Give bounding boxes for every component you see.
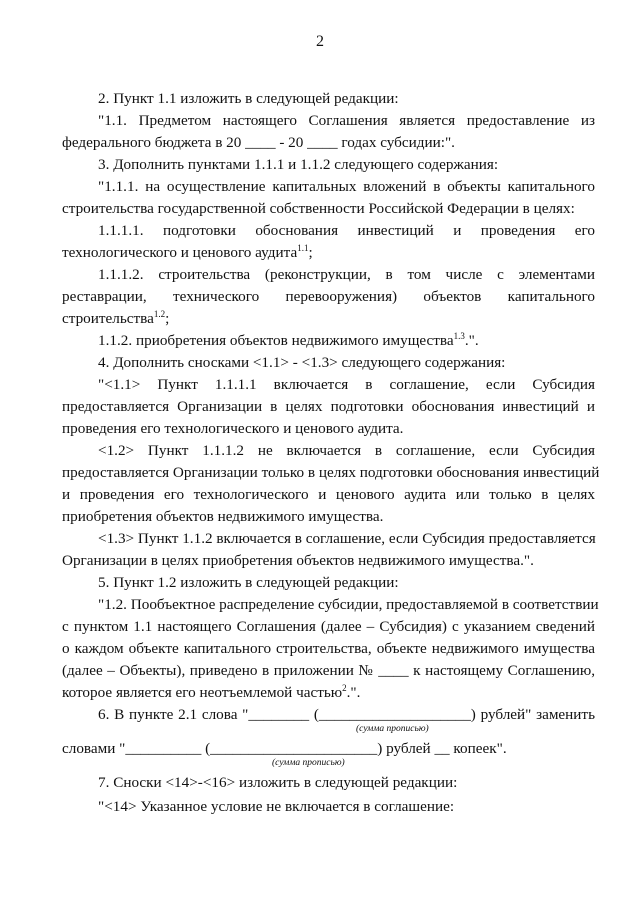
paragraph-line: строительства$^{1.2}$;	[62, 309, 170, 327]
paragraph-line: 1.1.1.2. строительства (реконструкции, в том числе с элементами	[98, 266, 595, 283]
paragraph-line: "1.1. Предметом настоящего Соглашения является предоставление из	[98, 112, 595, 129]
paragraph-line: 1.1.1.1. подготовки обоснования инвестиций и проведения его	[98, 222, 595, 239]
paragraph-line: "<14> Указанное условие не включается в соглашение:	[98, 798, 455, 815]
paragraph-line: словами "__________ (______________________) рублей __ копеек".	[62, 740, 507, 757]
paragraph-line: технологического и ценового аудита$^{1.1}$;	[62, 243, 313, 261]
paragraph-line: 3. Дополнить пунктами 1.1.1 и 1.1.2 следующего содержания:	[98, 156, 499, 173]
paragraph-line: <1.2> Пункт 1.1.1.2 не включается в соглашение, если Субсидия	[98, 442, 595, 459]
amount-in-words-note: (сумма прописью)	[356, 724, 429, 734]
paragraph-line: о каждом объекте капитального строительства, объекте недвижимого имущества	[62, 640, 595, 657]
paragraph-line: строительства государственной собственности Российской Федерации в целях:	[62, 200, 575, 217]
paragraph-line: <1.3> Пункт 1.1.2 включается в соглашение, если Субсидия предоставляется	[98, 530, 596, 547]
paragraph-line: приобретения объектов недвижимого имущества.	[62, 508, 384, 525]
paragraph-line: предоставляется Организации в целях подготовки обоснования инвестиций и	[62, 398, 595, 415]
paragraph-line: проведения его технологического и ценового аудита.	[62, 420, 404, 437]
paragraph-line: Организации в целях приобретения объектов недвижимого имущества.".	[62, 552, 534, 569]
paragraph-line: которое является его неотъемлемой частью$^2$.".	[62, 683, 361, 701]
paragraph-line: и проведения его технологического и ценового аудита или только в целях	[62, 486, 595, 503]
page-number: 2	[316, 33, 324, 50]
paragraph-line: 2. Пункт 1.1 изложить в следующей редакции:	[98, 90, 399, 107]
paragraph-line: реставрации, технического перевооружения) объектов капитального	[62, 288, 595, 305]
paragraph-line: "<1.1> Пункт 1.1.1.1 включается в соглашение, если Субсидия	[98, 376, 595, 393]
paragraph-line: 7. Сноски <14>-<16> изложить в следующей редакции:	[98, 774, 458, 791]
paragraph-line: 1.1.2. приобретения объектов недвижимого имущества$^{1.3}$.".	[98, 331, 479, 349]
amount-in-words-note: (сумма прописью)	[272, 758, 345, 768]
paragraph-line: предоставляется Организации только в целях подготовки обоснования инвестиций	[62, 464, 600, 481]
paragraph-line: с пунктом 1.1 настоящего Соглашения (далее – Субсидия) с указанием сведений	[62, 618, 595, 635]
paragraph-line: федерального бюджета в 20 ____ - 20 ____ годах субсидии:".	[62, 134, 455, 151]
paragraph-line: "1.2. Пообъектное распределение субсидии, предоставляемой в соответствии	[98, 596, 599, 613]
paragraph-line: (далее – Объекты), приведено в приложении № ____ к настоящему Соглашению,	[62, 662, 595, 679]
paragraph-line: 6. В пункте 2.1 слова "________ (____________________) рублей" заменить	[98, 706, 595, 723]
paragraph-line: "1.1.1. на осуществление капитальных вложений в объекты капитального	[98, 178, 595, 195]
paragraph-line: 5. Пункт 1.2 изложить в следующей редакции:	[98, 574, 399, 591]
paragraph-line: 4. Дополнить сносками <1.1> - <1.3> следующего содержания:	[98, 354, 506, 371]
